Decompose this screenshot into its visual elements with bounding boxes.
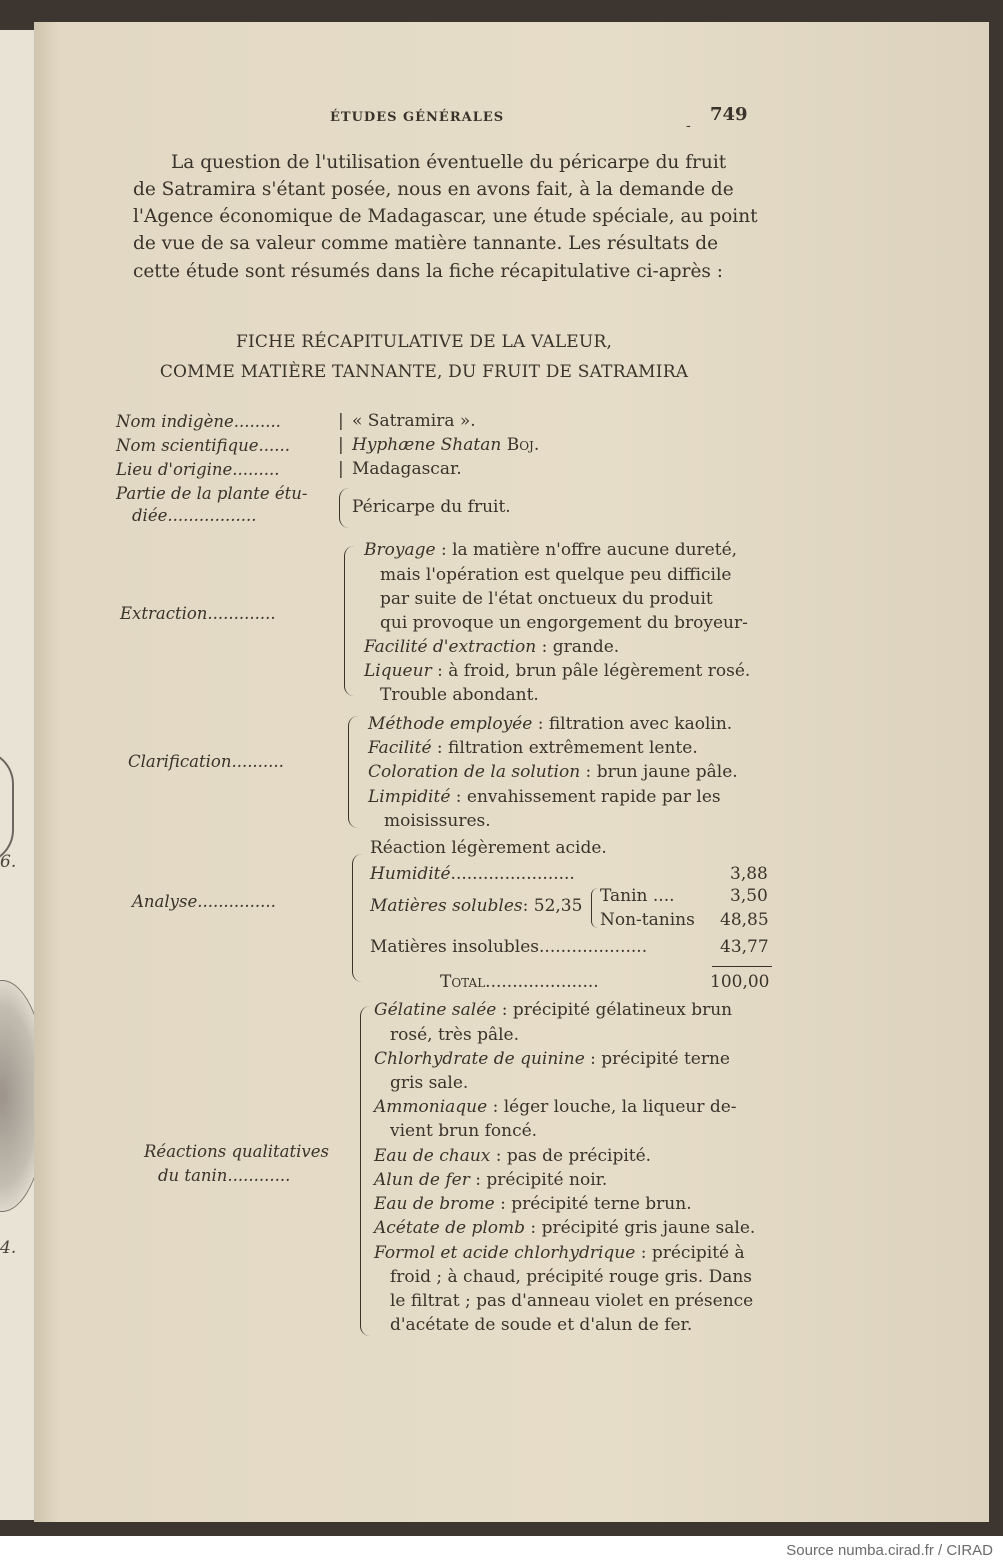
fiche-title-line-2: COMME MATIÈRE TANNANTE, DU FRUIT DE SATRAMIRA bbox=[159, 362, 689, 382]
reaction-chlorhydrate: Chlorhydrate de quinine : précipité terne bbox=[374, 1049, 730, 1069]
analyse-solubles: Matières solubles: 52,35 bbox=[370, 896, 583, 916]
analyse-insolubles-value: 43,77 bbox=[720, 937, 769, 957]
nom-indigene-label: Nom indigène......... bbox=[116, 412, 281, 431]
clarification-coloration: Coloration de la solution : brun jaune pâle. bbox=[368, 762, 738, 782]
clarification-label: Clarification.......... bbox=[128, 752, 284, 771]
book-page bbox=[34, 22, 989, 1522]
page-number: 749 bbox=[710, 104, 748, 125]
intro-line-5: cette étude sont résumés dans la fiche récapitulative ci-après : bbox=[133, 261, 724, 282]
clarification-limpidite: Limpidité : envahissement rapide par les bbox=[368, 787, 721, 807]
extraction-liqueur-line-2: Trouble abondant. bbox=[380, 685, 539, 705]
reaction-ammoniaque: Ammoniaque : léger louche, la liqueur de- bbox=[374, 1097, 737, 1117]
analyse-brace bbox=[352, 854, 363, 982]
reaction-chaux: Eau de chaux : pas de précipité. bbox=[374, 1146, 652, 1166]
extraction-brace bbox=[344, 546, 355, 696]
reaction-formol-line-3: le filtrat ; pas d'anneau violet en présence bbox=[390, 1291, 754, 1311]
source-credit: Source numba.cirad.fr / CIRAD bbox=[786, 1542, 993, 1559]
partie-value: Péricarpe du fruit. bbox=[352, 497, 511, 517]
lieu-origine-sep: | bbox=[338, 459, 344, 479]
clarification-limpidite-line-2: moisissures. bbox=[384, 811, 491, 831]
nom-scientifique-sep: | bbox=[338, 435, 344, 455]
analyse-insolubles-label: Matières insolubles.................... bbox=[370, 937, 648, 957]
extraction-broyage-line-3: par suite de l'état onctueux du produit bbox=[380, 589, 713, 609]
analyse-tanin-label: Tanin .... bbox=[600, 886, 675, 906]
extraction-broyage-line-2: mais l'opération est quelque peu difficile bbox=[380, 565, 732, 585]
reaction-formol-line-2: froid ; à chaud, précipité rouge gris. Dans bbox=[390, 1267, 753, 1287]
extraction-liqueur: Liqueur : à froid, brun pâle légèrement rosé. bbox=[364, 661, 751, 681]
reaction-ammoniaque-line-2: vient brun foncé. bbox=[390, 1121, 538, 1141]
analyse-label: Analyse............... bbox=[132, 892, 276, 911]
reaction-alun: Alun de fer : précipité noir. bbox=[374, 1170, 608, 1190]
intro-line-3: l'Agence économique de Madagascar, une étude spéciale, au point bbox=[133, 206, 758, 227]
partie-label-line-2: diée................. bbox=[132, 506, 257, 525]
analyse-humidite-label: Humidité....................... bbox=[370, 864, 575, 884]
fiche-title-line-1: FICHE RÉCAPITULATIVE DE LA VALEUR, bbox=[235, 332, 613, 352]
figure-number-6: 6. bbox=[0, 852, 17, 872]
clarification-facilite: Facilité : filtration extrêmement lente. bbox=[368, 738, 698, 758]
reaction-plomb: Acétate de plomb : précipité gris jaune sale. bbox=[374, 1218, 756, 1238]
reactions-brace bbox=[360, 1006, 371, 1336]
analyse-non-tanins-label: Non-tanins bbox=[600, 910, 695, 930]
analyse-reaction: Réaction légèrement acide. bbox=[370, 838, 607, 858]
solubles-brace bbox=[591, 888, 598, 928]
reaction-formol: Formol et acide chlorhydrique : précipité à bbox=[374, 1243, 745, 1263]
figure-fragment-curve bbox=[0, 750, 14, 864]
analyse-non-tanins-value: 48,85 bbox=[720, 910, 769, 930]
clarification-methode: Méthode employée : filtration avec kaolin. bbox=[368, 714, 733, 734]
partie-label-line-1: Partie de la plante étu- bbox=[116, 484, 308, 503]
lieu-origine-label: Lieu d'origine......... bbox=[116, 460, 280, 479]
partie-brace bbox=[339, 488, 350, 528]
figure-number-4: 4. bbox=[0, 1238, 17, 1258]
clarification-brace bbox=[348, 716, 359, 828]
nom-scientifique-value: Hyphæne Shatan Boj. bbox=[352, 435, 540, 455]
extraction-facilite: Facilité d'extraction : grande. bbox=[364, 637, 620, 657]
reaction-formol-line-4: d'acétate de soude et d'alun de fer. bbox=[390, 1315, 693, 1335]
reaction-brome: Eau de brome : précipité terne brun. bbox=[374, 1194, 692, 1214]
left-page-edge bbox=[0, 30, 36, 1520]
reaction-gelatine-line-2: rosé, très pâle. bbox=[390, 1025, 520, 1045]
nom-scientifique-label: Nom scientifique...... bbox=[116, 436, 290, 455]
reactions-label-line-1: Réactions qualitatives bbox=[144, 1142, 329, 1161]
intro-line-4: de vue de sa valeur comme matière tannante. Les résultats de bbox=[133, 233, 719, 254]
analyse-total-label: Total..................... bbox=[440, 972, 599, 992]
nom-indigene-sep: | bbox=[338, 411, 344, 431]
extraction-broyage-line-4: qui provoque un engorgement du broyeur- bbox=[380, 613, 748, 633]
intro-line-2: de Satramira s'étant posée, nous en avons fait, à la demande de bbox=[133, 179, 734, 200]
reaction-chlorhydrate-line-2: gris sale. bbox=[390, 1073, 469, 1093]
lieu-origine-value: Madagascar. bbox=[352, 459, 462, 479]
running-title: ÉTUDES GÉNÉRALES bbox=[330, 110, 505, 125]
reactions-label-line-2: du tanin............ bbox=[158, 1166, 291, 1185]
total-rule bbox=[712, 966, 772, 967]
analyse-total-value: 100,00 bbox=[710, 972, 770, 992]
header-dash: - bbox=[686, 118, 691, 134]
extraction-label: Extraction............. bbox=[120, 604, 276, 623]
figure-fragment-seed bbox=[0, 980, 36, 1212]
extraction-broyage: Broyage : la matière n'offre aucune dureté, bbox=[364, 540, 738, 560]
analyse-tanin-value: 3,50 bbox=[730, 886, 768, 906]
reaction-gelatine: Gélatine salée : précipité gélatineux brun bbox=[374, 1000, 733, 1020]
intro-line-1: La question de l'utilisation éventuelle du péricarpe du fruit bbox=[171, 152, 727, 173]
nom-indigene-value: « Satramira ». bbox=[352, 411, 476, 431]
analyse-humidite-value: 3,88 bbox=[730, 864, 768, 884]
